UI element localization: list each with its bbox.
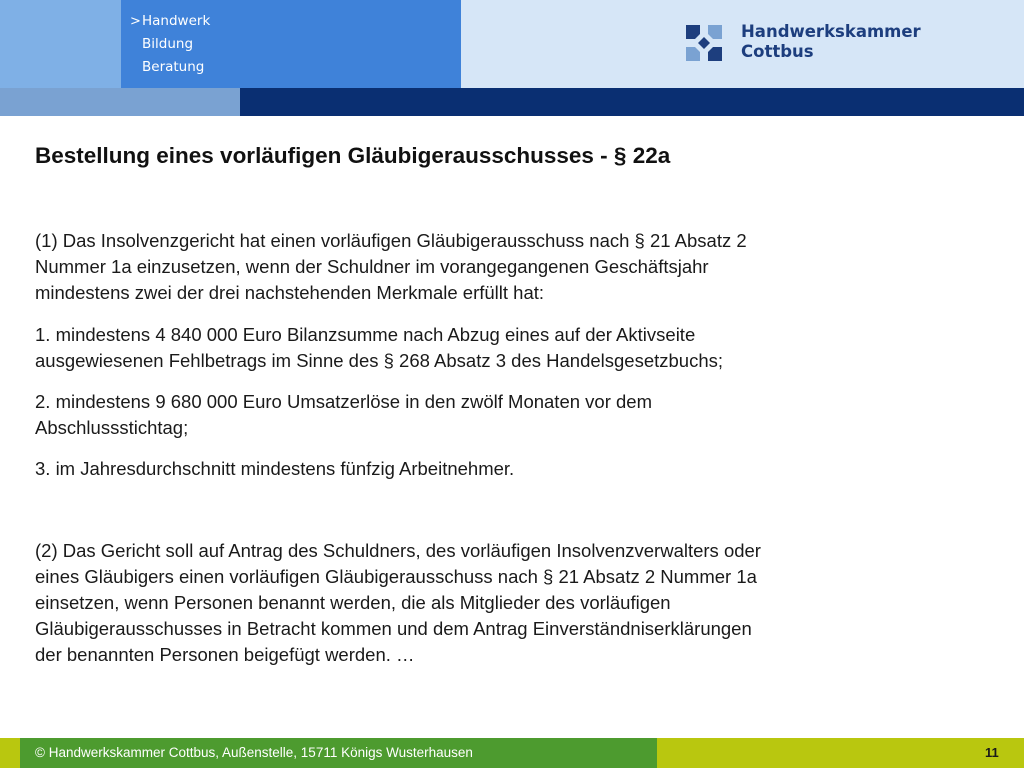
paragraph-2 <box>35 538 935 668</box>
paragraph-line: Nummer 1a einzusetzen, wenn der Schuldner im vorangegangenen Geschäftsjahr <box>35 256 709 277</box>
paragraph-line: mindestens zwei der drei nachstehenden Merkmale erfüllt hat: <box>35 282 545 303</box>
paragraph-line: 2. mindestens 9 680 000 Euro Umsatzerlöse in den zwölf Monaten vor dem <box>35 391 652 412</box>
header-left-block <box>0 0 121 88</box>
nav-item-handwerk[interactable]: >Handwerk <box>130 10 210 33</box>
header-nav <box>130 10 210 79</box>
nav-item-bildung[interactable]: Bildung <box>142 36 194 52</box>
footer-right-accent <box>657 738 1024 768</box>
logo-line-1: Handwerkskammer <box>741 22 921 41</box>
paragraph-line: einsetzen, wenn Personen benannt werden, die als Mitglieder des vorläufigen <box>35 592 671 613</box>
paragraph-line: ausgewiesenen Fehlbetrags im Sinne des § 268 Absatz 3 des Handelsgesetzbuchs; <box>35 350 724 371</box>
hwk-logo-icon <box>686 25 722 61</box>
paragraph-line: Gläubigerausschusses in Betracht kommen und dem Antrag Einverständniserklärungen <box>35 618 752 639</box>
list-item-3 <box>35 456 915 482</box>
paragraph-line: der benannten Personen beigefügt werden. … <box>35 644 415 665</box>
page-number: 11 <box>985 745 999 760</box>
paragraph-line: (2) Das Gericht soll auf Antrag des Schuldners, des vorläufigen Insolvenzverwalters oder <box>35 540 761 561</box>
chevron-right-icon: > <box>130 14 141 29</box>
list-item-1 <box>35 322 915 374</box>
footer-copyright: © Handwerkskammer Cottbus, Außenstelle, 15711 Königs Wusterhausen <box>35 745 473 760</box>
list-item-2 <box>35 389 915 441</box>
logo-line-2: Cottbus <box>741 42 814 61</box>
header-band-light <box>0 88 240 116</box>
paragraph-line: 1. mindestens 4 840 000 Euro Bilanzsumme nach Abzug eines auf der Aktivseite <box>35 324 696 345</box>
paragraph-line: Abschlussstichtag; <box>35 417 189 438</box>
paragraph-1 <box>35 228 915 306</box>
paragraph-line: 3. im Jahresdurchschnitt mindestens fünfzig Arbeitnehmer. <box>35 458 515 479</box>
slide-title: Bestellung eines vorläufigen Gläubigerausschusses - § 22a <box>35 143 671 168</box>
paragraph-line: (1) Das Insolvenzgericht hat einen vorläufigen Gläubigerausschuss nach § 21 Absatz 2 <box>35 230 747 251</box>
logo-text <box>741 22 921 62</box>
paragraph-line: eines Gläubigers einen vorläufigen Gläubigerausschuss nach § 21 Absatz 2 Nummer 1a <box>35 566 757 587</box>
header-band-dark <box>240 88 1024 116</box>
footer-left-accent <box>0 738 20 768</box>
nav-item-beratung[interactable]: Beratung <box>142 59 205 75</box>
